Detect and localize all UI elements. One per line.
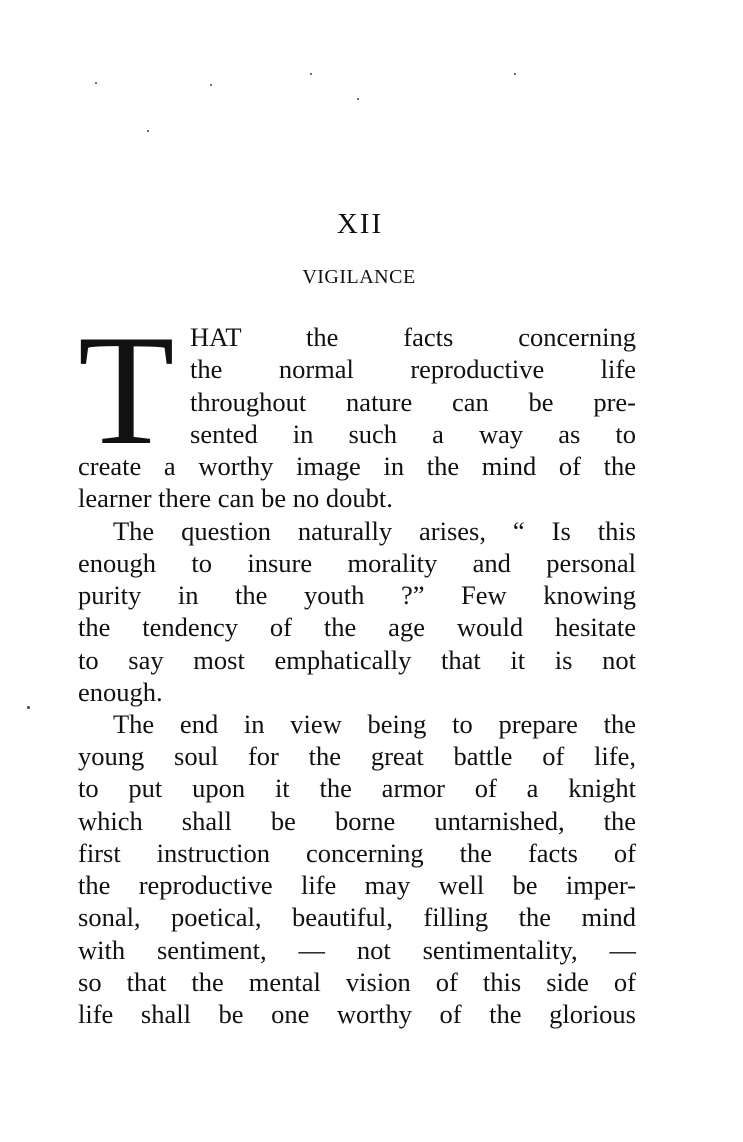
text-line: first instruction concerning the facts of — [78, 838, 636, 868]
drop-cap-letter: T — [78, 303, 175, 478]
text-line: so that the mental vision of this side of — [78, 967, 636, 997]
chapter-number: XII — [336, 208, 384, 240]
text-line: life shall be one worthy of the glorious — [78, 999, 636, 1029]
text-line: create a worthy image in the mind of the — [78, 451, 636, 481]
text-line: purity in the youth ?” Few knowing — [78, 580, 636, 610]
ink-speck — [310, 73, 312, 75]
text-line: the tendency of the age would hesitate — [78, 612, 636, 642]
ink-speck — [210, 84, 212, 86]
text-line: young soul for the great battle of life, — [78, 741, 636, 771]
ink-speck — [95, 82, 97, 84]
text-line: learner there can be no doubt. — [78, 483, 393, 513]
ink-speck — [514, 73, 516, 75]
text-line: sonal, poetical, beautiful, filling the mind — [78, 902, 636, 932]
text-line: which shall be borne untarnished, the — [78, 806, 636, 836]
text-line: with sentiment, — not sentimentality, — — [78, 935, 636, 965]
ink-speck — [147, 130, 149, 132]
text-line: HAT the facts concerning — [190, 322, 636, 352]
text-line: sented in such a way as to — [190, 419, 636, 449]
text-line: throughout nature can be pre- — [190, 387, 636, 417]
text-line: The end in view being to prepare the — [113, 709, 636, 739]
text-line: the normal reproductive life — [190, 354, 636, 384]
text-line: to say most emphatically that it is not — [78, 645, 636, 675]
text-line: enough to insure morality and personal — [78, 548, 636, 578]
text-line: to put upon it the armor of a knight — [78, 773, 636, 803]
chapter-title: VIGILANCE — [302, 266, 416, 288]
text-line: the reproductive life may well be imper- — [78, 870, 636, 900]
text-line: enough. — [78, 677, 163, 707]
text-line: The question naturally arises, “ Is this — [113, 516, 636, 546]
ink-speck — [357, 98, 359, 100]
ink-speck — [27, 706, 30, 709]
